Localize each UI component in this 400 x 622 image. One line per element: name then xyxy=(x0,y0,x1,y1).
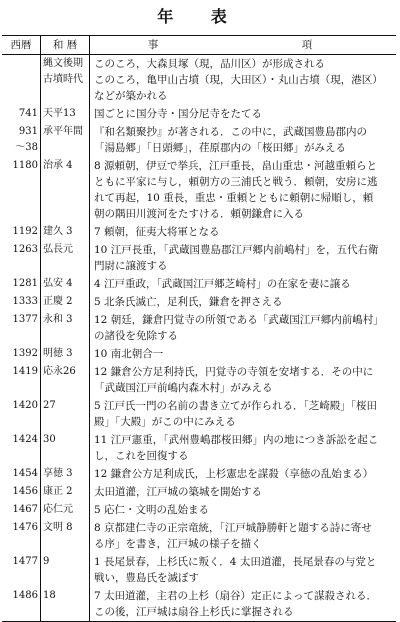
table-row xyxy=(2,465,396,483)
event-cell: 8 京都建仁寺の正宗竜統，「江戸城静勝軒と題する詩に寄せ る序」を書き，江戸城の様子を描く xyxy=(94,522,372,550)
event-cell: このころ，大森貝塚（現，品川区）が形成される このころ，亀甲山古墳（現，大田区）・丸山古墳（現，港区） などが築かれる xyxy=(94,58,383,102)
event-cell: 7 頼朝，征夷大将軍となる xyxy=(94,226,220,238)
era-cell: 建久 3 xyxy=(41,223,90,241)
header-event: 事 項 xyxy=(90,36,397,55)
year-cell: 1420 xyxy=(2,397,41,431)
year-cell: 1486 xyxy=(2,587,41,622)
year-cell: 931 ～38 xyxy=(2,123,41,157)
chronology-table xyxy=(2,35,396,622)
table-row xyxy=(2,157,396,223)
era-cell: 永和 3 xyxy=(41,311,90,345)
table-row xyxy=(2,587,396,622)
year-cell: 1333 xyxy=(2,293,41,311)
era-cell: 天平13 xyxy=(41,105,90,123)
era-cell: 27 xyxy=(41,397,90,431)
year-cell xyxy=(2,55,41,106)
year-cell: 1192 xyxy=(2,223,41,241)
table-row xyxy=(2,483,396,501)
year-cell: 1476 xyxy=(2,519,41,553)
table-row xyxy=(2,397,396,431)
event-cell: 7 太田道灌，主君の上杉（扇谷）定正によって謀殺される． この後，江戸城は扇谷上杉氏に掌握される xyxy=(90,587,397,622)
year-cell: 1424 xyxy=(2,431,41,465)
year-cell: 1392 xyxy=(2,345,41,363)
year-cell: 1419 xyxy=(2,363,41,397)
event-cell: 1 長尾景春，上杉氏に叛く．4 太田道灌，長尾景春の与党と 戦い，豊島氏を滅ぼす xyxy=(94,556,377,584)
year-cell: 1454 xyxy=(2,465,41,483)
year-cell: 1263 xyxy=(2,241,41,275)
era-cell: 文明 8 xyxy=(41,519,90,553)
year-cell: 1377 xyxy=(2,311,41,345)
table-row xyxy=(2,241,396,275)
table-row xyxy=(2,55,396,106)
event-cell: 5 応仁・文明の乱始まる xyxy=(94,504,210,516)
era-cell: 明徳 3 xyxy=(41,345,90,363)
era-cell: 承平年間 xyxy=(41,123,90,157)
table-row xyxy=(2,275,396,293)
year-cell: 1281 xyxy=(2,275,41,293)
table-row xyxy=(2,223,396,241)
era-cell: 応永26 xyxy=(41,363,90,397)
event-cell: 5 北条氏滅亡，足利氏，鎌倉を押さえる xyxy=(94,296,283,308)
era-cell: 康正 2 xyxy=(41,483,90,501)
event-cell: 国ごとに国分寺・国分尼寺をたてる xyxy=(94,108,262,120)
table-row xyxy=(2,363,396,397)
table-row xyxy=(2,105,396,123)
era-cell: 正慶 2 xyxy=(41,293,90,311)
page-title: 年 表 xyxy=(157,7,243,26)
table-row xyxy=(2,553,396,587)
year-cell: 1477 xyxy=(2,553,41,587)
year-cell: 1467 xyxy=(2,501,41,519)
table-header xyxy=(2,36,396,55)
event-cell: 4 江戸重政，「武蔵国江戸郷芝崎村」の在家を妻に譲る xyxy=(94,278,351,290)
year-cell: 741 xyxy=(2,105,41,123)
event-cell: 12 鎌倉公方足利持氏，円覚寺の寺領を安堵する．その中に 「武蔵国江戸前嶋内森木村」がみえる xyxy=(94,366,374,394)
event-cell: 12 鎌倉公方足利成氏，上杉憲忠を謀殺（享徳の乱始まる） xyxy=(94,468,374,480)
year-cell: 1180 xyxy=(2,157,41,223)
table-row xyxy=(2,293,396,311)
event-cell: 12 朝廷，鎌倉円覚寺の所領である「武蔵国江戸郷内前嶋村」 の諸役を免除する xyxy=(94,314,384,342)
table-row xyxy=(2,431,396,465)
event-cell: 『和名類聚抄』が著される．この中に，武蔵国豊島郡内の 「湯島郷」「日頭郷」，荏原郡内の「桜田郷」がみえる xyxy=(94,126,367,154)
era-cell: 30 xyxy=(41,431,90,465)
table-row xyxy=(2,123,396,157)
event-cell: 10 南北朝合一 xyxy=(94,348,164,360)
era-cell: 治承 4 xyxy=(41,157,90,223)
table-row xyxy=(2,519,396,553)
year-cell: 1456 xyxy=(2,483,41,501)
table-row xyxy=(2,311,396,345)
era-cell: 18 xyxy=(41,587,90,622)
era-cell: 応仁元 xyxy=(41,501,90,519)
table-body xyxy=(2,55,396,622)
header-era: 和 暦 xyxy=(41,36,90,55)
event-cell: 8 源頼朝，伊豆で挙兵，江戸重長，畠山重忠・河越重頼らと ともに平家に与し，頼朝方の三浦氏と戦う．頼朝，安房に逃 れて再起，10 重長，重忠・重頼とともに頼朝に帰順し，頼 朝の隅田川渡河をたすける．頼朝鎌倉に入る xyxy=(94,160,378,220)
era-cell: 弘長元 xyxy=(41,241,90,275)
event-cell: 10 江戸長重，「武蔵国豊島郡江戸郷内前嶋村」を，五代右衛 門尉に譲渡する xyxy=(94,244,379,272)
era-cell: 弘安 4 xyxy=(41,275,90,293)
header-year: 西暦 xyxy=(2,36,41,55)
era-cell: 享徳 3 xyxy=(41,465,90,483)
event-cell: 5 江戸氏一門の名前の書き立てが作られる．「芝崎殿」「桜田 殿」「大殿」がこの中にみえる xyxy=(94,400,378,428)
era-cell: 9 xyxy=(41,553,90,587)
event-cell: 11 江戸憲重，「武州豊嶋郡桜田郷」内の地につき訴訟を起こ し，これを回復する xyxy=(94,434,379,462)
event-cell: 太田道灌，江戸城の築城を開始する xyxy=(94,486,262,498)
table-row xyxy=(2,501,396,519)
table-row xyxy=(2,345,396,363)
era-cell: 縄文後期 古墳時代 xyxy=(41,55,90,106)
